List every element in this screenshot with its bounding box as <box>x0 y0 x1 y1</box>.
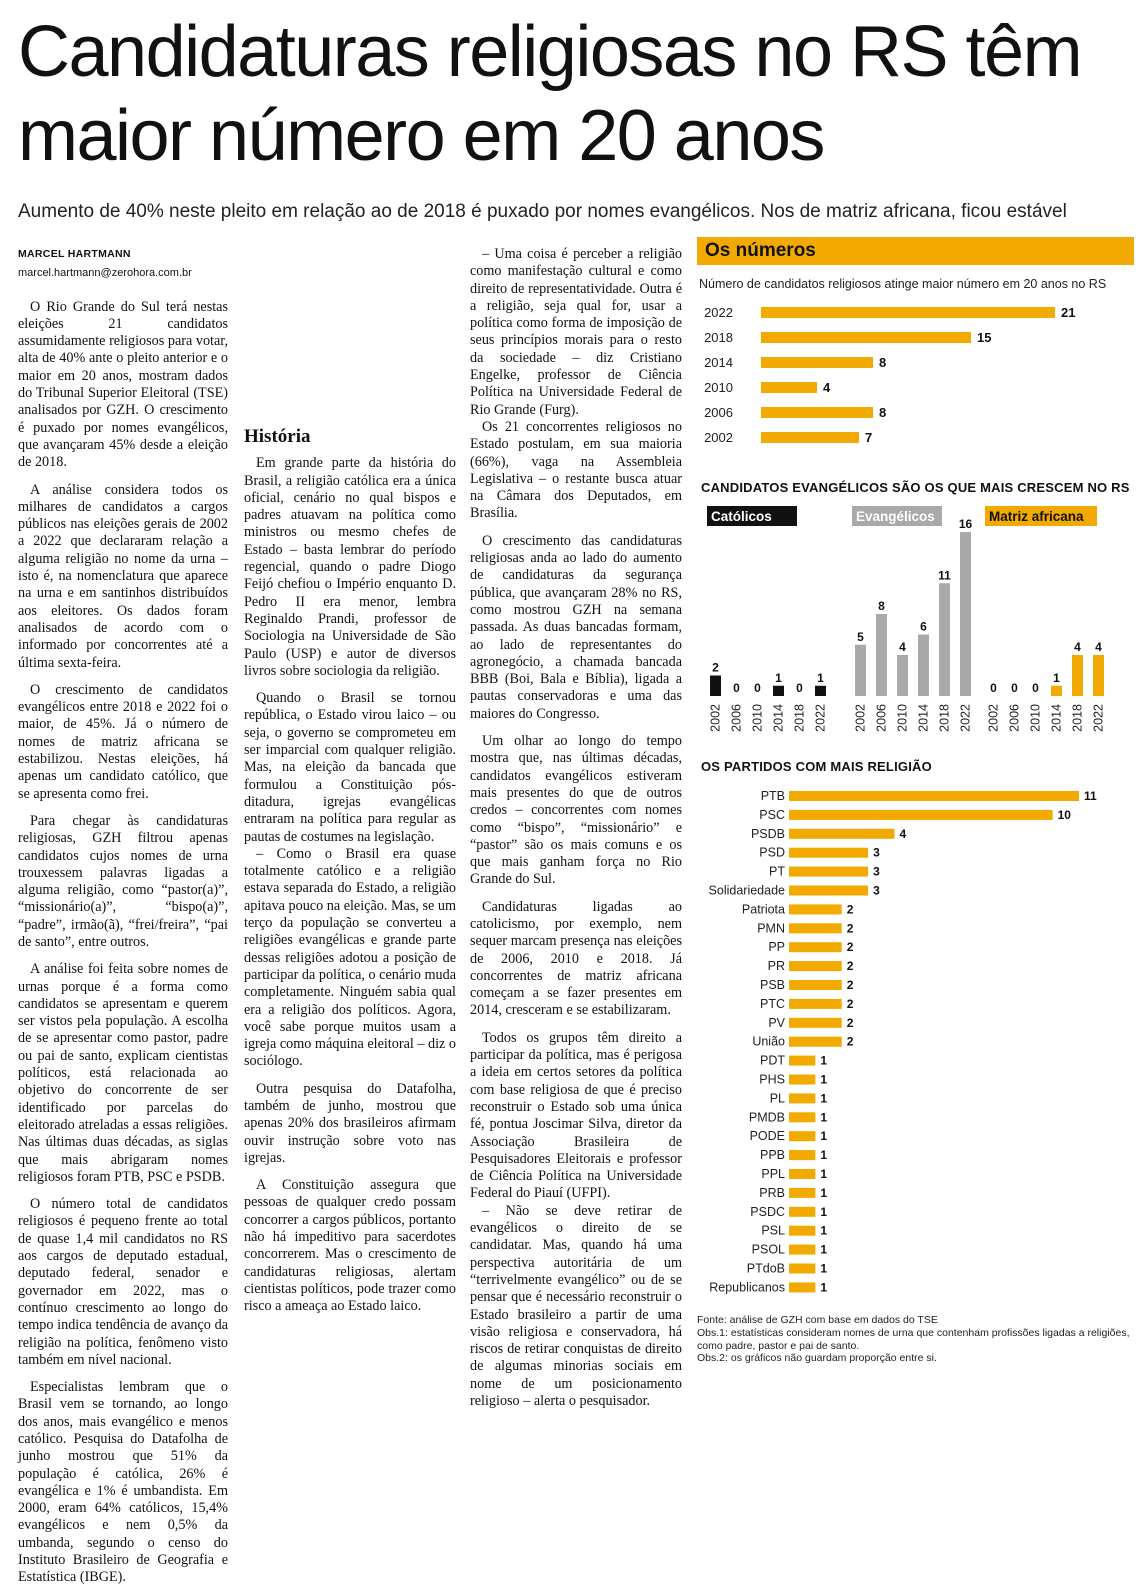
headline: Candidaturas religiosas no RS têm maior número em 20 anos <box>18 12 1082 176</box>
year-label: 2010 <box>895 704 910 732</box>
value-label: 2 <box>846 959 854 974</box>
value-label: 2 <box>712 660 719 675</box>
value-label: 0 <box>1032 681 1039 695</box>
bar <box>789 1093 815 1103</box>
value-label: 0 <box>754 681 761 695</box>
party-label: PSDC <box>750 1204 785 1219</box>
value-label: 3 <box>873 883 880 898</box>
bar <box>710 676 721 697</box>
bar <box>1093 655 1104 696</box>
legend-label: Evangélicos <box>856 509 935 524</box>
article-paragraph: Um olhar ao longo do tempo mostra que, nas últimas décadas, candidatos evangélicos estiveram mais presentes do que de outros credos – concorrentes com nomes como “bispo”, “missionário” e “pastor” são os mais comuns e os que mais ganham força no Rio Grande do Sul. <box>470 733 682 888</box>
party-label: PHS <box>759 1072 785 1087</box>
article-paragraph: O crescimento de candidatos evangélicos entre 2018 e 2022 foi o maior, de 45%. Já o número de nomes de matriz africana se estabilizou. Nestas eleições, há apenas um candidato católico, que se apresenta como frei. <box>18 681 228 802</box>
article-column-2 <box>244 246 456 1316</box>
bar <box>761 432 859 443</box>
party-label: PODE <box>749 1129 785 1144</box>
party-label: PDT <box>760 1053 785 1068</box>
party-label: PL <box>769 1091 785 1106</box>
article-paragraph: A análise foi feita sobre nomes de urnas porque é a forma como candidatos se apresentam e querem ser vistos pela população. A escolha de se apresentar como pastor, padre ou pai de santo, explicam cientistas políticos, está relacionada ao objetivo do concorrente de ser identificado por parcelas do eleitorado atreladas a essas religiões. Nas últimas duas décadas, as siglas que mais abrigaram nomes religiosos foram PTB, PSC e PSDB. <box>18 961 228 1185</box>
value-label: 0 <box>990 681 997 695</box>
value-label: 1 <box>820 1204 828 1219</box>
bar <box>761 382 817 393</box>
value-label: 1 <box>820 1072 828 1087</box>
value-label: 1 <box>817 670 824 685</box>
year-label: 2018 <box>792 704 807 732</box>
bar <box>789 980 842 990</box>
value-label: 5 <box>857 629 864 644</box>
article-paragraph: – Não se deve retirar de evangélicos o direito de se candidatar. Mas, quando há uma perspectiva autoritária de um “terrivelmente evangélico” ou de se pensar que é necessário reconstruir o Estado brasileiro a partir de uma visão religiosa e conservadora, há riscos de retirar conquistas de direito de algumas minorias sociais em nome de um posicionamento religioso – alerta o pesquisador. <box>470 1202 682 1409</box>
bar <box>789 1056 815 1066</box>
bar <box>789 1226 815 1236</box>
party-label: Patriota <box>741 902 785 917</box>
bar <box>761 357 873 368</box>
bar <box>789 1150 815 1160</box>
article-paragraph: Para chegar às candidaturas religiosas, GZH filtrou apenas candidatos cujos nomes de urna trouxessem palavras ligadas a alguma religião, como “pastor(a)”, “missionário(a)”, “bispo(a)”, “padre”, irmão(ã), “frei/freira”, “pai de santo”, entre outros. <box>18 812 228 950</box>
author-email[interactable]: marcel.hartmann@zerohora.com.br <box>18 267 192 280</box>
article-paragraph: – Uma coisa é perceber a religião como manifestação cultural e como direito de representatividade. Outra é a religião, seja qual for, usar a política como forma de imposição de seus princípios morais para o resto da sociedade – diz Cristiano Engelke, professor de Ciência Política na Universidade Federal de Rio Grande (Furg). <box>470 246 682 418</box>
year-label: 2010 <box>704 380 733 395</box>
notes <box>697 1314 1134 1365</box>
party-label: PR <box>767 959 785 974</box>
bar <box>789 1169 815 1179</box>
year-label: 2002 <box>704 430 733 445</box>
bar <box>789 1131 815 1141</box>
bar <box>789 1282 815 1292</box>
bar <box>855 645 866 696</box>
party-label: PT <box>769 864 785 879</box>
party-label: PSL <box>761 1223 785 1238</box>
bar <box>789 1207 815 1217</box>
value-label: 8 <box>879 405 887 420</box>
year-label: 2022 <box>958 704 973 732</box>
year-label: 2022 <box>1091 704 1106 732</box>
article-column-1 <box>18 240 228 1587</box>
bar <box>761 407 873 418</box>
year-label: 2014 <box>771 704 786 732</box>
value-label: 1 <box>820 1261 828 1276</box>
article-paragraph: Especialistas lembram que o Brasil vem se tornando, ao longo dos anos, mais evangélico e menos católico. Pesquisa do Datafolha de junho mostrou que 51% da população é católica, 26% é evangélica e 1% é umbandista. Em 2000, eram 64% católicos, 15,4% evangélicos e nem 0,5% da umbanda, segundo o censo do Instituto Brasileiro de Geografia e Estatística (IBGE). <box>18 1379 228 1586</box>
year-label: 2018 <box>704 330 733 345</box>
bar <box>815 686 826 696</box>
article-paragraph: Outra pesquisa do Datafolha, também de junho, mostrou que apenas 20% dos brasileiros afirmam ouvir instrução sobre voto nas igrejas. <box>244 1080 456 1166</box>
bar <box>789 1188 815 1198</box>
bar <box>789 1245 815 1255</box>
value-label: 2 <box>846 940 854 955</box>
party-label: PSC <box>759 807 785 822</box>
party-label: PSOL <box>751 1242 785 1257</box>
value-label: 1 <box>820 1185 828 1200</box>
party-label: PRB <box>759 1185 785 1200</box>
bar <box>960 532 971 696</box>
value-label: 4 <box>899 826 907 841</box>
value-label: 1 <box>820 1223 828 1238</box>
value-label: 7 <box>865 430 873 445</box>
year-label: 2014 <box>1049 704 1064 732</box>
value-label: 10 <box>1057 807 1071 822</box>
value-label: 1 <box>820 1167 828 1181</box>
chart2-title: CANDIDATOS EVANGÉLICOS SÃO OS QUE MAIS CRESCEM NO RS <box>701 480 1130 495</box>
party-label: Republicanos <box>709 1280 785 1295</box>
value-label: 4 <box>1074 640 1081 654</box>
year-label: 2002 <box>708 704 723 732</box>
value-label: 3 <box>873 864 880 879</box>
bar <box>789 791 1079 801</box>
chart-partidos <box>697 785 1134 1301</box>
party-label: PTdoB <box>746 1261 785 1276</box>
value-label: 2 <box>846 978 854 992</box>
year-label: 2002 <box>853 704 868 732</box>
year-label: 2018 <box>937 704 952 732</box>
value-label: 4 <box>823 380 831 395</box>
bar <box>897 655 908 696</box>
year-label: 2022 <box>704 305 733 320</box>
legend-label: Católicos <box>711 509 772 524</box>
year-label: 2010 <box>1028 704 1043 732</box>
bar <box>876 614 887 696</box>
value-label: 6 <box>920 619 927 634</box>
bar <box>1072 655 1083 696</box>
article-paragraph: Os 21 concorrentes religiosos no Estado postulam, em sua maioria (66%), vaga na Assembleia Legislativa – o restante busca atuar na Câmara dos Deputados, em Brasília. <box>470 418 682 522</box>
year-label: 2014 <box>916 704 931 732</box>
party-label: PPL <box>761 1167 785 1181</box>
article-paragraph: O crescimento das candidaturas religiosas anda ao lado do aumento de candidaturas da segurança pública, que avançaram 28% no RS, como mostrou GZH na semana passada. As duas bancadas formam, ao lado de representantes do agronegócio, a chamada bancada BBB (Boi, Bala e Bíblia), ligada a pautas conservadoras e uma das maiores do Congresso. <box>470 532 682 722</box>
year-label: 2018 <box>1070 704 1085 732</box>
author-name: MARCEL HARTMANN <box>18 248 131 260</box>
bar <box>1051 686 1062 696</box>
article-paragraph: – Como o Brasil era quase totalmente católico e a religião estava separada do Estado, a religião apitava pouco na eleição. Mas, se um terço da população se converteu a religiões evangélicas e grande parte dessas religiões adotou a posição de participar da política, o cenário muda completamente. Ninguém sabia qual era a religião dos políticos. Agora, você sabe porque muitos usam a igreja como máquina eleitoral – diz o sociólogo. <box>244 845 456 1070</box>
bar <box>773 686 784 696</box>
article-paragraph: Todos os grupos têm direito a participar da política, mas é perigosa a ideia em certos setores da política com base religiosa de que é preciso reconstruir o Estado sob uma única fé, pontua Joscimar Silva, diretor da Associação Brasileira de Pesquisadores Eleitorais e professor de Ciência Política na Universidade Federal do Piauí (UFPI). <box>470 1029 682 1202</box>
bar <box>789 1018 842 1028</box>
bar <box>939 583 950 696</box>
bar <box>789 904 842 914</box>
bar <box>789 848 868 858</box>
value-label: 1 <box>1053 670 1060 685</box>
party-label: PSDB <box>750 826 785 841</box>
year-label: 2006 <box>874 704 889 732</box>
value-label: 11 <box>1084 789 1097 803</box>
value-label: 8 <box>878 599 885 613</box>
bar <box>789 942 842 952</box>
bar <box>789 1112 815 1122</box>
bar <box>789 886 868 896</box>
value-label: 8 <box>879 355 887 370</box>
party-label: PSB <box>759 978 785 992</box>
value-label: 15 <box>977 330 992 345</box>
article-paragraph: Candidaturas ligadas ao catolicismo, por exemplo, nem sequer marcam presença nas eleições de 2006, 2010 e 2018. Já concorrentes de matriz africana começam a se fazer presentes em 2014, cresceram e se estabilizaram. <box>470 898 682 1019</box>
bar <box>789 867 868 877</box>
article-paragraph: O Rio Grande do Sul terá nestas eleições 21 candidatos assumidamente religiosos para votar, alta de 40% ante o pleito anterior e o maior em 20 anos, mostram dados do Tribunal Superior Eleitoral (TSE) analisados por GZH. O crescimento é puxado por nomes evangélicos, que avançaram 45% desde a eleição de 2018. <box>18 298 228 471</box>
value-label: 3 <box>873 845 880 860</box>
party-label: PSD <box>759 845 785 860</box>
bar <box>789 923 842 933</box>
section-title-historia: História <box>244 426 311 447</box>
bar <box>761 307 1055 318</box>
year-label: 2006 <box>1007 704 1022 732</box>
chart-grupos-religiosos <box>697 502 1134 772</box>
party-label: União <box>752 1034 785 1049</box>
bar <box>789 1264 815 1274</box>
value-label: 1 <box>775 670 782 685</box>
bar <box>789 810 1053 820</box>
value-label: 0 <box>733 681 740 695</box>
bar <box>761 332 971 343</box>
bar <box>789 1075 815 1085</box>
value-label: 1 <box>820 1148 828 1163</box>
value-label: 2 <box>846 921 854 936</box>
value-label: 1 <box>820 1129 828 1144</box>
year-label: 2010 <box>750 704 765 732</box>
article-paragraph: Quando o Brasil se tornou república, o Estado virou laico – ou seja, o governo se comprometeu em ser imparcial com qualquer religião. Mas, na eleição da bancada que formulou a Constituição pós-ditadura, igrejas evangélicas entraram na política para regular as pautas de costumes na legislação. <box>244 690 456 845</box>
year-label: 2002 <box>986 704 1001 732</box>
chart-candidatos-por-ano <box>697 299 1134 459</box>
year-label: 2014 <box>704 355 733 370</box>
party-label: PMDB <box>748 1110 785 1125</box>
value-label: 0 <box>1011 681 1018 695</box>
chart1-caption: Número de candidatos religiosos atinge maior número em 20 anos no RS <box>699 277 1107 291</box>
value-label: 2 <box>846 902 854 917</box>
bar <box>789 999 842 1009</box>
year-label: 2006 <box>729 704 744 732</box>
article-paragraph: Em grande parte da história do Brasil, a religião católica era a única oficial, cenário no qual bispos e padres atuavam na política como ministros ou mesmo chefes de Estado – basta lembrar do período regencial, quando o padre Diogo Feijó chefiou o Império enquanto D. Pedro II era menor, lembra Reginaldo Prandi, professor de Sociologia na Universidade de São Paulo (USP) e autor de diversos livros sobre sociologia da religião. <box>244 455 456 679</box>
note-obs2: Obs.2: os gráficos não guardam proporção entre si. <box>697 1352 937 1365</box>
note-source: Fonte: análise de GZH com base em dados do TSE <box>697 1314 938 1326</box>
article-paragraph: O número total de candidatos religiosos é pequeno frente ao total de quase 1,4 mil candidatos no RS aos cargos de deputado estadual, deputado federal, senador e governador em 2022, mas o contínuo crescimento ao longo do tempo indica tendência de avanço da religião na política, fenômeno visto também em nível nacional. <box>18 1196 228 1368</box>
value-label: 1 <box>820 1242 828 1257</box>
value-label: 11 <box>938 568 951 583</box>
value-label: 1 <box>820 1110 828 1125</box>
bar <box>918 635 929 697</box>
article-paragraph: A Constituição assegura que pessoas de qualquer credo possam concorrer a cargos públicos, portanto não há impeditivo para sacerdotes concorrerem. Mas o crescimento de candidaturas religiosas, alertam cientistas políticos, pode trazer como risco a ameaça ao Estado laico. <box>244 1177 456 1315</box>
article-column-3 <box>470 246 682 1410</box>
value-label: 4 <box>899 640 906 654</box>
value-label: 1 <box>820 1091 828 1106</box>
value-label: 4 <box>1095 640 1102 654</box>
value-label: 2 <box>846 996 854 1011</box>
value-label: 0 <box>796 681 803 695</box>
infobox-title: Os números <box>697 237 1134 265</box>
bar <box>789 1037 842 1047</box>
value-label: 2 <box>846 1015 854 1030</box>
value-label: 21 <box>1061 305 1076 320</box>
party-label: PPB <box>759 1148 785 1163</box>
value-label: 16 <box>958 517 973 531</box>
year-label: 2022 <box>813 704 828 732</box>
value-label: 2 <box>846 1034 854 1049</box>
value-label: 1 <box>820 1280 828 1295</box>
note-obs1: Obs.1: estatísticas consideram nomes de urna que contenham profissões ligadas a religiões, como padre, pastor e pai de santo. <box>697 1326 1130 1352</box>
article-paragraph: A análise considera todos os milhares de candidatos a cargos públicos nas eleições gerais de 2002 a 2022 que declararam relação a alguma religião no nome da urna – isto é, na nomenclatura que aparece na urna e em santinhos distribuídos aos eleitores. Os dados foram analisados de acordo com o informado por concorrentes até a última sexta-feira. <box>18 481 228 671</box>
value-label: 1 <box>820 1053 828 1068</box>
party-label: PMN <box>757 921 785 936</box>
party-label: Solidariedade <box>708 883 785 898</box>
subheadline: Aumento de 40% neste pleito em relação ao de 2018 é puxado por nomes evangélicos. Nos de matriz africana, ficou estável <box>18 201 1067 222</box>
bar <box>789 961 842 971</box>
party-label: PP <box>768 940 785 955</box>
bar <box>789 829 894 839</box>
party-label: PTB <box>760 789 785 803</box>
party-label: PV <box>768 1015 785 1030</box>
chart3-title: OS PARTIDOS COM MAIS RELIGIÃO <box>701 759 932 774</box>
legend-label: Matriz africana <box>989 509 1084 524</box>
party-label: PTC <box>760 996 785 1011</box>
year-label: 2006 <box>704 405 733 420</box>
